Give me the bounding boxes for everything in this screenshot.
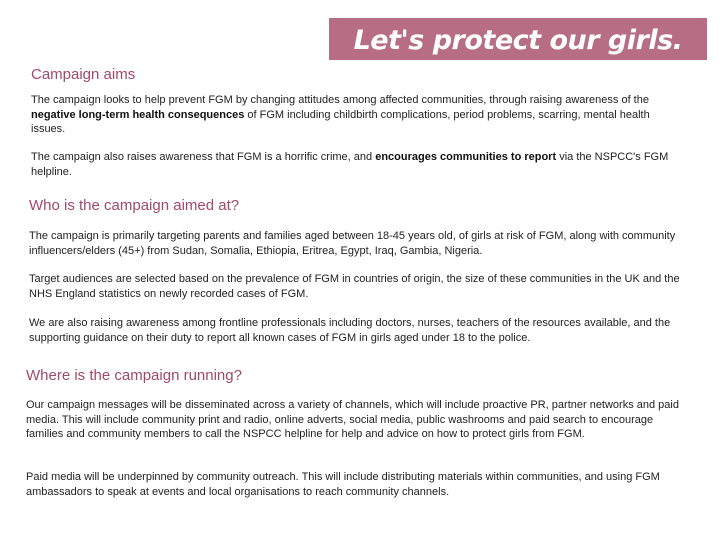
- paragraph-aims-health: [31, 93, 681, 137]
- paragraph-aims-report: [31, 150, 681, 179]
- paragraph-audience-professionals: We are also raising awareness among frontline professionals including doctors, nurses, teachers of the resources available, and the supporting guidance on their duty to report all known cases of FGM in girls aged under 18 to the police.: [29, 317, 671, 344]
- paragraph-channels-media: Our campaign messages will be disseminated across a variety of channels, which will include proactive PR, partner networks and paid media. This will include community print and radio, online adverts, social media, public washrooms and paid search to encourage families and community members to call the NSPCC helpline for help and advice on how to protect girls from FGM.: [26, 399, 679, 441]
- heading-campaign-channels: Where is the campaign running?: [26, 367, 242, 384]
- campaign-banner: [329, 18, 707, 60]
- text-run: The campaign looks to help prevent FGM by changing attitudes among affected communities, through raising awareness of the: [31, 94, 649, 106]
- text-run: The campaign also raises awareness that FGM is a horrific crime, and: [31, 151, 376, 163]
- paragraph-audience-targeting: The campaign is primarily targeting parents and families aged between 18-45 years old, of girls at risk of FGM, along with community influencers/elders (45+) from Sudan, Somalia, Ethiopia, Eritrea, Egypt, Iraq, Gambia, Nigeria.: [29, 230, 676, 257]
- text-run: via the NSPCC's FGM helpline.: [31, 151, 669, 178]
- banner-slogan: Let's protect our girls.: [353, 24, 683, 56]
- paragraph-channels-outreach: Paid media will be underpinned by community outreach. This will include distributing materials within communities, and using FGM ambassadors to speak at events and local organisations to reach community channels.: [26, 471, 660, 498]
- heading-campaign-audience: Who is the campaign aimed at?: [29, 197, 240, 214]
- text-run: of FGM including childbirth complications, period problems, scarring, mental health issues.: [31, 108, 650, 136]
- bold-text-run: encourages communities to report: [375, 151, 557, 163]
- bold-text-run: negative long-term health consequences: [31, 108, 245, 121]
- paragraph-audience-selection: Target audiences are selected based on the prevalence of FGM in countries of origin, the size of these communities in the UK and the NHS England statistics on newly recorded cases of FGM.: [29, 273, 680, 300]
- heading-campaign-aims: Campaign aims: [31, 66, 136, 83]
